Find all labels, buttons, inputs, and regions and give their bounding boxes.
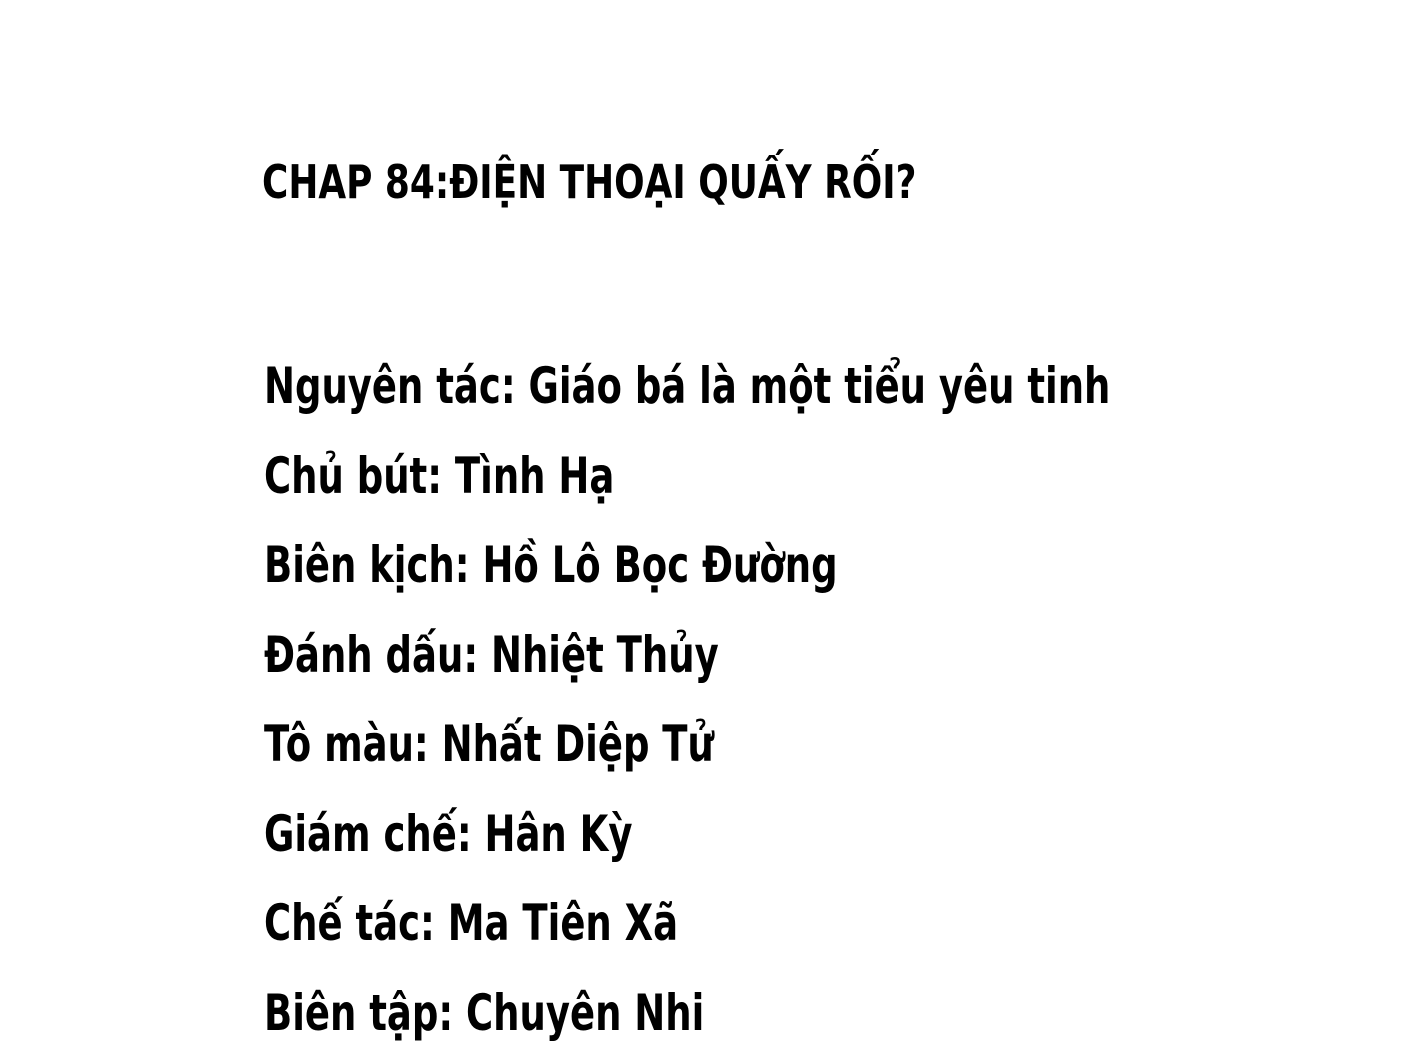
chapter-title: CHAP 84:ĐIỆN THOẠI QUẤY RỐI? — [262, 150, 916, 214]
credit-lead-artist: Chủ bút: Tình Hạ — [264, 432, 1110, 522]
credits-list — [264, 342, 1408, 1058]
credit-coloring: Tô màu: Nhất Diệp Tử — [264, 700, 1110, 790]
credit-original-work: Nguyên tác: Giáo bá là một tiểu yêu tinh — [264, 342, 1110, 432]
credit-screenwriter: Biên kịch: Hồ Lô Bọc Đường — [264, 521, 1110, 611]
credit-editor: Biên tập: Chuyên Nhi — [264, 969, 1110, 1058]
credit-supervisor: Giám chế: Hân Kỳ — [264, 790, 1110, 880]
credit-production: Chế tác: Ma Tiên Xã — [264, 879, 1110, 969]
credit-marking: Đánh dấu: Nhiệt Thủy — [264, 611, 1110, 701]
